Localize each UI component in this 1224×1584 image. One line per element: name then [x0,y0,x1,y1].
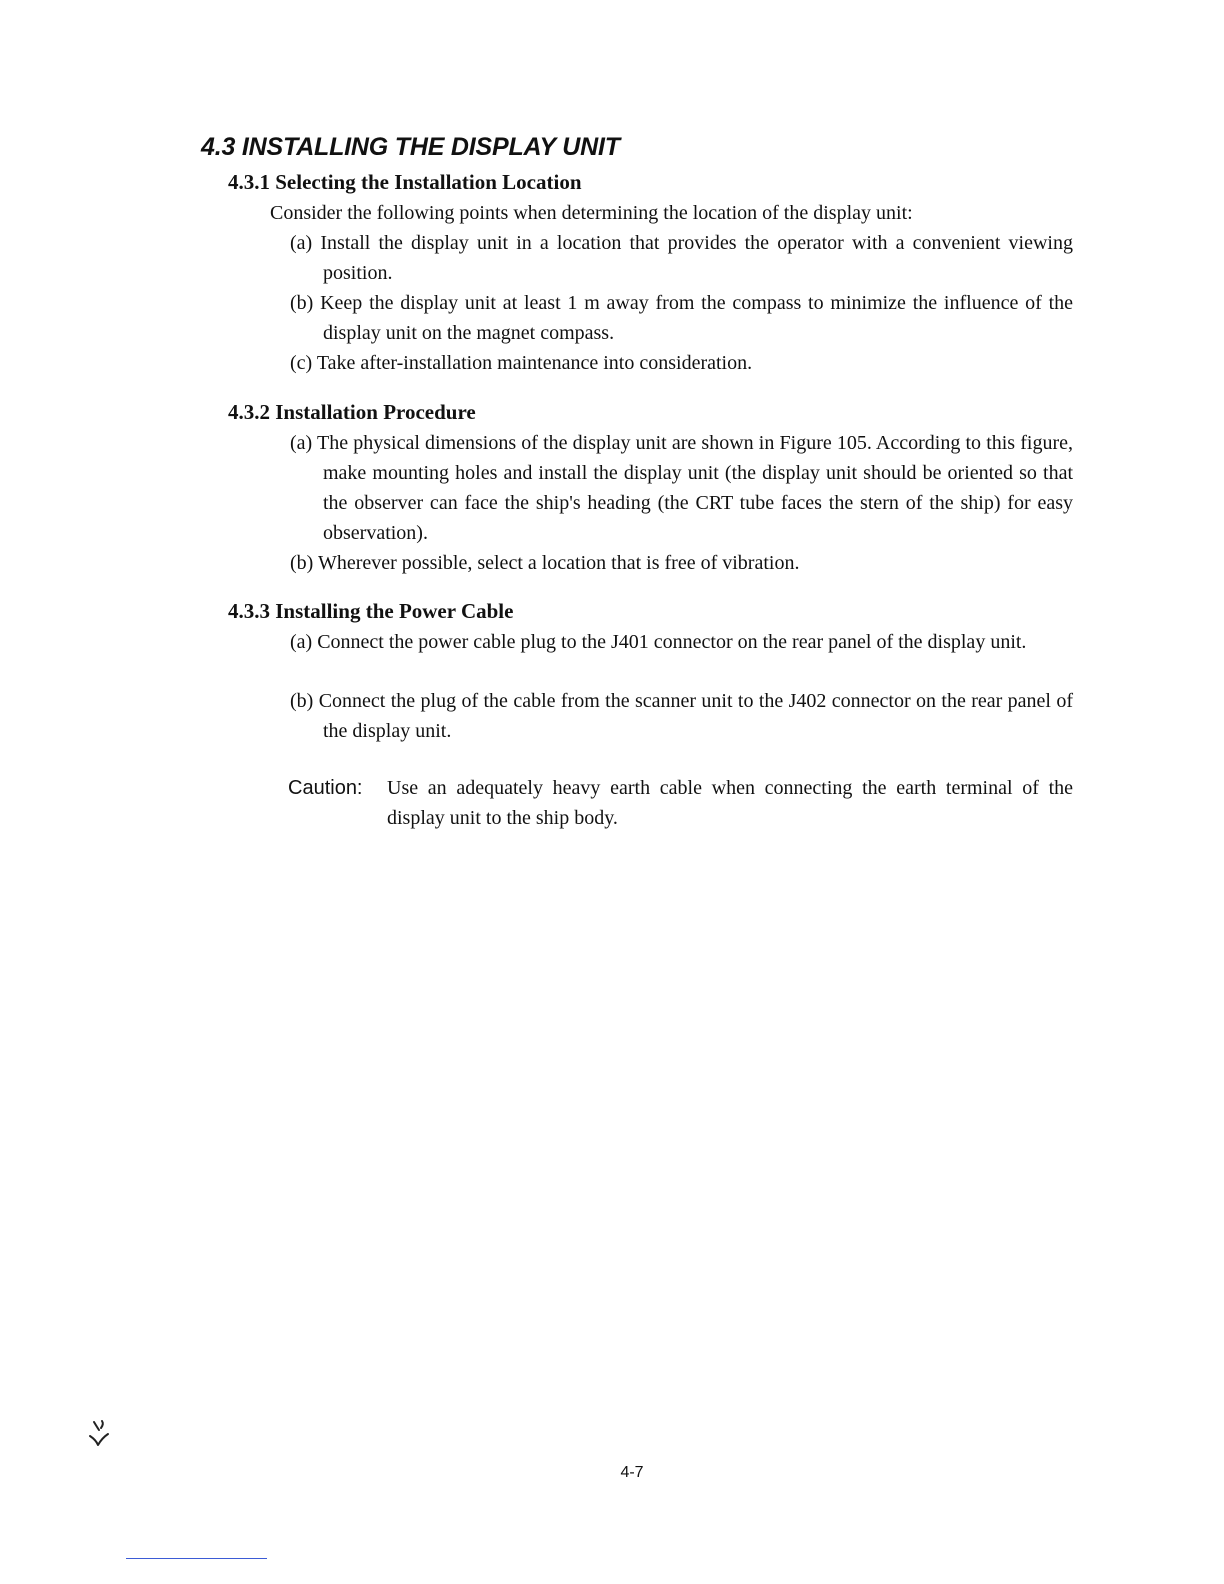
caution-note [288,773,1073,833]
intro-paragraph: Consider the following points when determining the location of the display unit: [270,202,913,224]
handwritten-mark-icon [88,1418,112,1448]
list-item: (b) Keep the display unit at least 1 m away from the compass to minimize the influence of the display unit on the magnet compass. [290,292,1073,344]
list-item: (b) Wherever possible, select a location that is free of vibration. [290,552,800,574]
subsection-heading-4-3-2: 4.3.2 Installation Procedure [228,400,476,424]
list-item: (a) Install the display unit in a location that provides the operator with a convenient viewing position. [290,232,1073,284]
subsection-heading-4-3-1: 4.3.1 Selecting the Installation Location [228,170,582,194]
subsection-heading-4-3-3: 4.3.3 Installing the Power Cable [228,599,514,623]
list-item: (a) The physical dimensions of the display unit are shown in Figure 105. According to this figure, make mounting holes and install the display unit (the display unit should be oriented so that the observer can face the ship's heading (the CRT tube faces the stern of the ship) for easy observation). [290,432,1073,544]
page-number: 4-7 [620,1464,644,1481]
caution-label: Caution: [288,777,363,799]
list-item: (b) Connect the plug of the cable from the scanner unit to the J402 connector on the rear panel of the display unit. [290,690,1073,742]
list-item: (c) Take after-installation maintenance into consideration. [290,352,753,374]
list-item: (a) Connect the power cable plug to the J401 connector on the rear panel of the display unit. [290,631,1027,653]
section-title: 4.3 INSTALLING THE DISPLAY UNIT [201,133,620,161]
caution-text: Use an adequately heavy earth cable when connecting the earth terminal of the display unit to the ship body. [387,777,1073,829]
footer-rule [126,1558,267,1559]
